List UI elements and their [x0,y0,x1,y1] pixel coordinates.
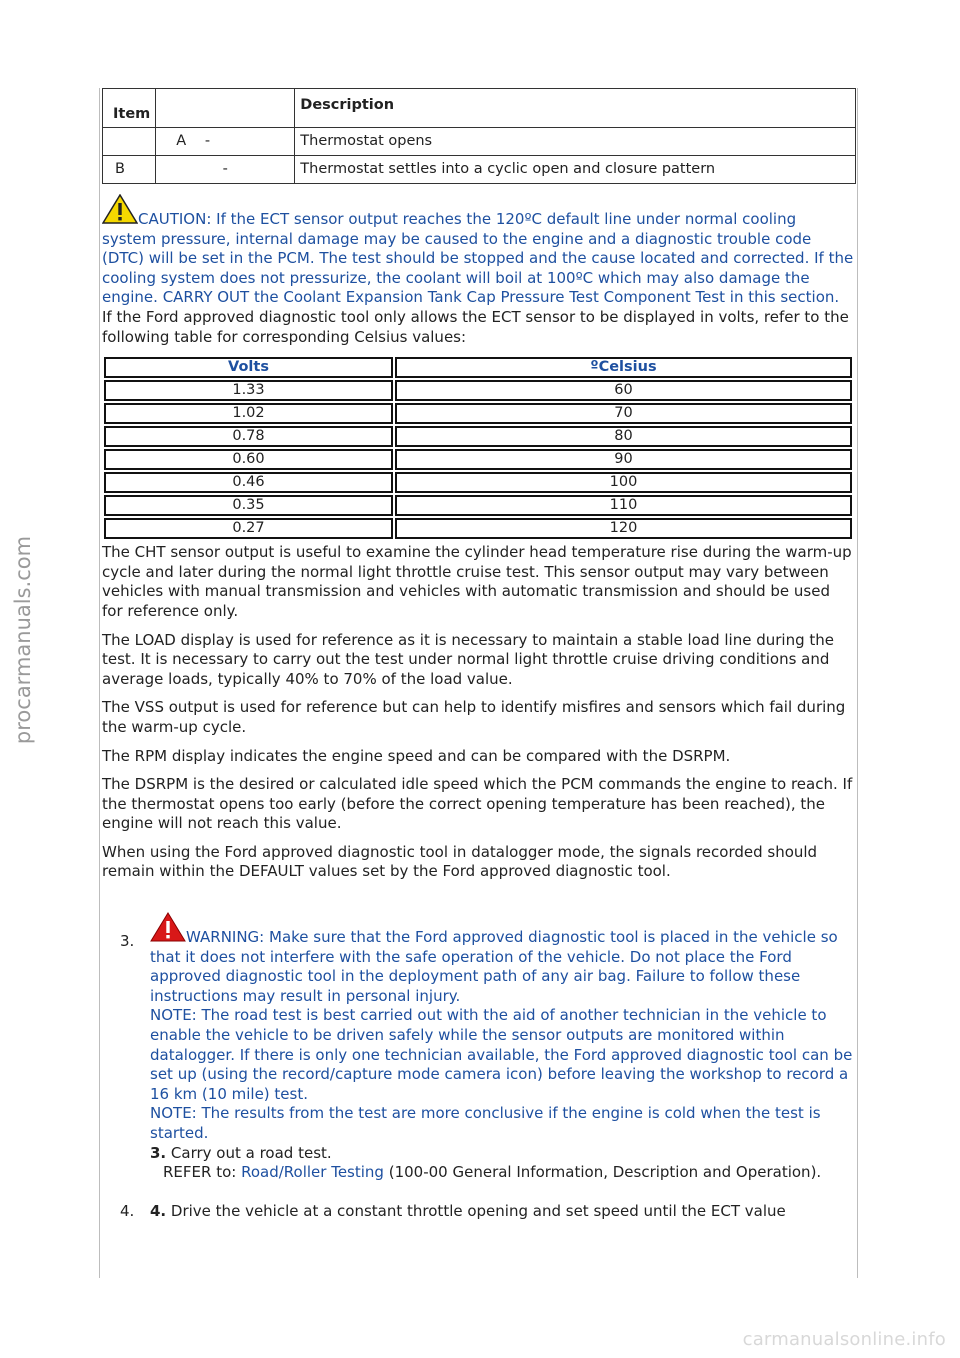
step-action [150,1144,854,1164]
celsius-cell: 70 [395,403,852,424]
volts-cell: 0.60 [104,449,393,470]
items-table-header [103,89,856,128]
item-cell: B [103,156,156,184]
action-number: 4. [150,1201,167,1220]
frame-left-border [99,88,100,1278]
volts-cell: 0.35 [104,495,393,516]
paragraph-vss: The VSS output is used for reference but can help to identify misfires and sensors which fail during the warm-up cycle. [102,698,846,736]
celsius-cell: 110 [395,495,852,516]
volts-celsius-table [102,355,854,541]
description-header: Description [295,89,856,128]
frame-right-border [857,88,858,1278]
celsius-cell: 100 [395,472,852,493]
code-cell: A [176,132,187,149]
note-road-test: NOTE: The road test is best carried out with the aid of another technician in the vehicle to enable the vehicle to be driven safely while the sensor outputs are monitored within datalogger. If there is only one technician available, the Ford approved diagnostic tool can be set up (using the record/capture mode camera icon) before leaving the workshop to record a 16 km (10 mile) test. [150,1006,853,1103]
volts-cell: 0.46 [104,472,393,493]
side-watermark-text: procarmanuals.com [11,535,35,745]
celsius-cell: 60 [395,380,852,401]
volts-cell: 0.78 [104,426,393,447]
description-cell: Thermostat settles into a cyclic open and closure pattern [295,156,856,184]
paragraph-load: The LOAD display is used for reference as it is necessary to maintain a stable load line during the test. It is necessary to carry out the test under normal light throttle cruise driving conditions and average loads, typically 40% to 70% of the load value. [102,630,834,688]
action-text: Drive the vehicle at a constant throttle opening and set speed until the ECT value [170,1201,786,1220]
table-row [104,449,852,470]
caution-triangle-icon [102,194,138,230]
action-number: 3. [150,1143,167,1162]
celsius-cell: 120 [395,518,852,539]
action-text: Carry out a road test. [170,1143,332,1162]
table-row [103,156,856,184]
items-table [102,88,856,184]
bottom-watermark: carmanualsonline.info [742,1329,946,1350]
table-row [104,472,852,493]
volts-cell: 1.33 [104,380,393,401]
caution-note [102,194,854,308]
caution-text: CAUTION: If the ECT sensor output reaches the 120ºC default line under normal cooling system pressure, internal damage may be caused to the engine and a diagnostic trouble code (DTC) will be set in the PCM. The test should be stopped and the cause located and corrected. If the cooling system does not pressurize, the coolant will boil at 100ºC which may also damage the engine. CARRY OUT the Coolant Expansion Tank Cap Pressure Test Component Test in this section. [102,210,854,307]
paragraph-rpm: The RPM display indicates the engine speed and can be compared with the DSRPM. [102,746,731,765]
celsius-cell: 90 [395,449,852,470]
table-row [104,495,852,516]
step-number: 3. [120,932,135,951]
paragraph-datalogger: When using the Ford approved diagnostic tool in datalogger mode, the signals recorded should remain within the DEFAULT values set by the Ford approved diagnostic tool. [102,842,818,881]
dash-cell: - [222,160,228,177]
item-header: Item [103,89,156,128]
volts-cell: 1.02 [104,403,393,424]
step-number: 4. [120,1201,135,1220]
refer-tail: (100-00 General Information, Description and Operation). [388,1163,822,1182]
celsius-cell: 80 [395,426,852,447]
celsius-header: ºCelsius [395,357,852,378]
description-cell: Thermostat opens [295,128,856,156]
side-watermark [8,520,38,760]
step-action [150,1202,854,1222]
paragraph-cht: The CHT sensor output is useful to examine the cylinder head temperature rise during the warm-up cycle and later during the normal light throttle cruise test. This sensor output may vary between vehicles with manual transmission and vehicles with automatic transmission and should be used for reference only. [102,543,852,620]
table-row [104,403,852,424]
volts-cell: 0.27 [104,518,393,539]
note-cold-engine: NOTE: The results from the test are more conclusive if the engine is cold when the test is started. [150,1104,821,1142]
step-3 [102,912,854,1183]
step-4 [102,1202,854,1222]
refer-line [163,1163,854,1183]
table-row [104,518,852,539]
paragraph-dsrpm: The DSRPM is the desired or calculated idle speed which the PCM commands the engine to reach. If the thermostat opens too early (before the correct opening temperature has been reached), the engine will not reach this value. [102,775,853,833]
warning-note [150,912,854,1006]
table-row [103,128,856,156]
dash-cell: - [204,132,211,149]
road-roller-testing-link[interactable]: Road/Roller Testing [241,1163,384,1182]
volts-table-header [104,357,852,378]
refer-label: REFER to: [163,1163,237,1182]
warning-text: WARNING: Make sure that the Ford approved diagnostic tool is placed in the vehicle so that it does not interfere with the safe operation of the vehicle. Do not place the Ford approved diagnostic tool in the deployment path of any air bag. Failure to follow these instructions may result in personal injury. [150,928,838,1005]
table-row [104,426,852,447]
volts-intro: If the Ford approved diagnostic tool only allows the ECT sensor to be displayed in volts, refer to the following table for corresponding Celsius values: [102,307,849,346]
warning-triangle-icon [150,912,186,948]
table-row [104,380,852,401]
item-cell [103,128,156,156]
volts-header: Volts [104,357,393,378]
document-content [102,88,854,1221]
